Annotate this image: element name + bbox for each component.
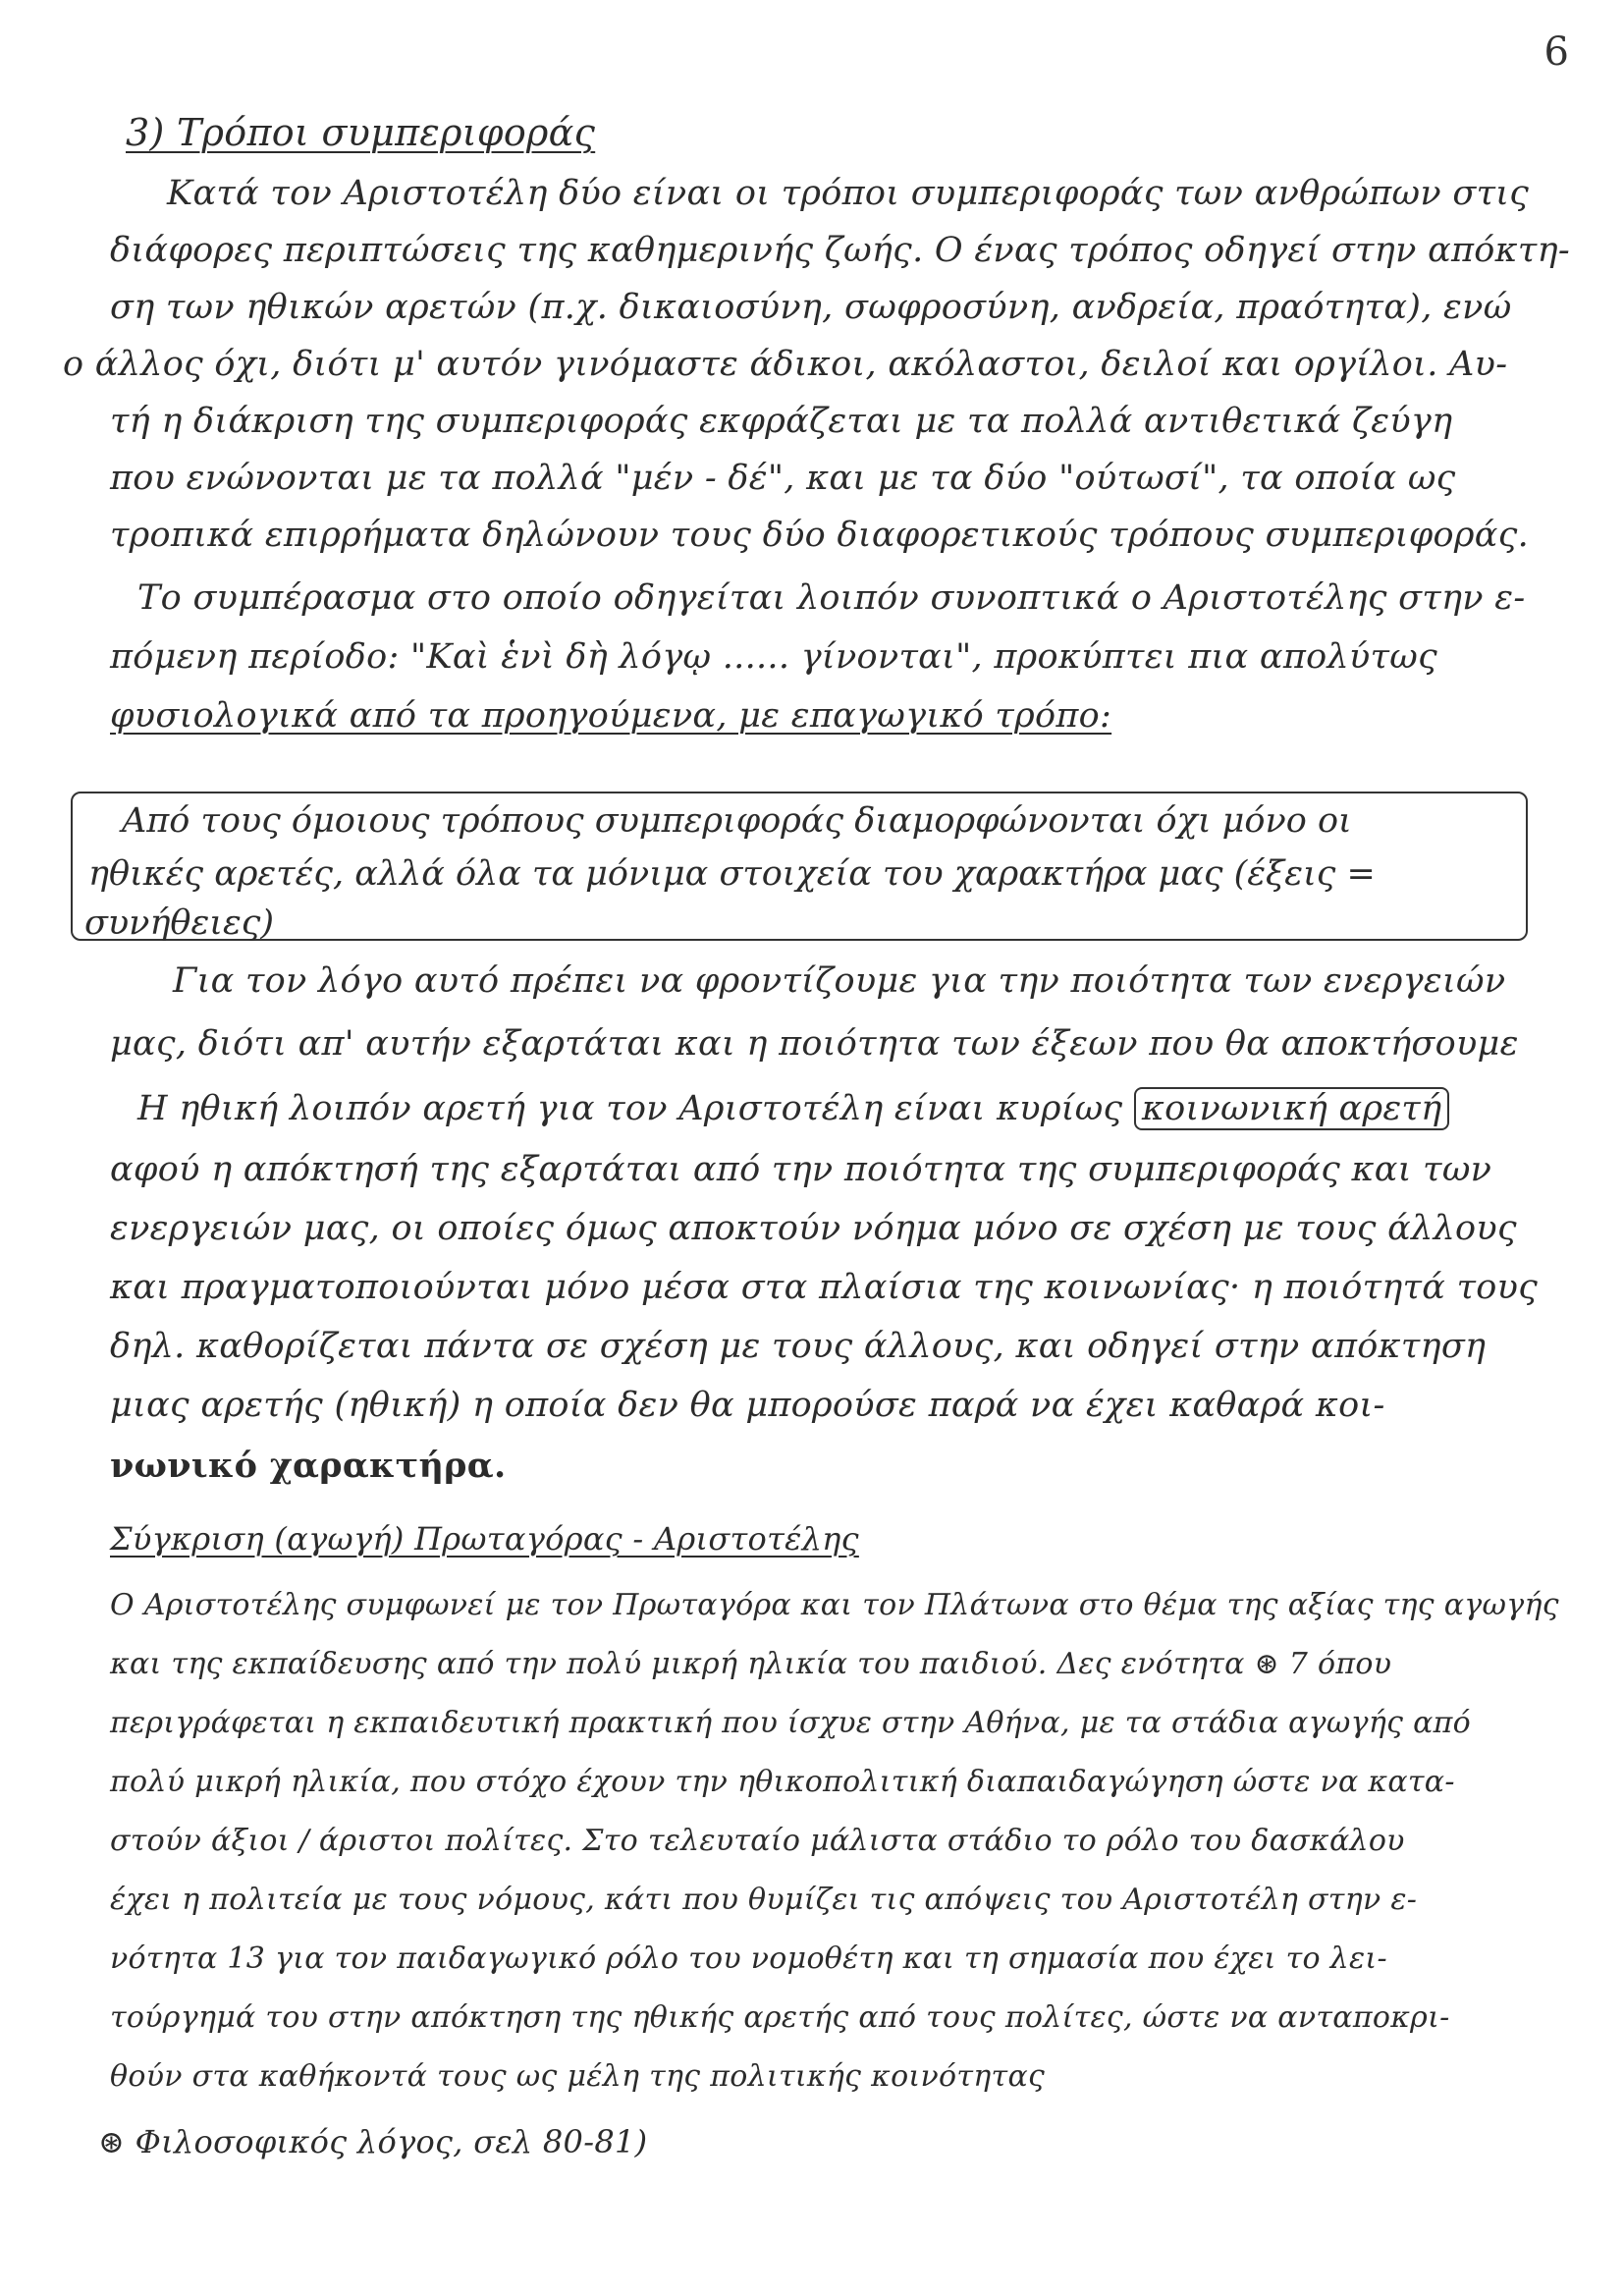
para3-line: Για τον λόγο αυτό πρέπει να φροντίζουμε για την ποιότητα των ενεργειών xyxy=(173,961,1506,1001)
para4-line: ενεργειών μας, οι οποίες όμως αποκτούν νόημα μόνο σε σχέση με τους άλλους xyxy=(110,1209,1517,1248)
para4-line: αφού η απόκτησή της εξαρτάται από την ποιότητα της συμπεριφοράς και των xyxy=(110,1150,1492,1189)
comparison-line: στούν άξιοι / άριστοι πολίτες. Στο τελευταίο μάλιστα στάδιο το ρόλο του δασκάλου xyxy=(110,1824,1405,1858)
para1-line: τροπικά επιρρήματα δηλώνουν τους δύο διαφορετικούς τρόπους συμπεριφοράς. xyxy=(110,516,1530,555)
comparison-line: νότητα 13 για τον παιδαγωγικό ρόλο του νομοθέτη και τη σημασία που έχει το λει- xyxy=(110,1941,1387,1976)
comparison-line: τούργημά του στην απόκτηση της ηθικής αρετής από τους πολίτες, ώστε να ανταποκρι- xyxy=(110,2000,1450,2035)
comparison-line: θούν στα καθήκοντά τους ως μέλη της πολιτικής κοινότητας xyxy=(110,2059,1046,2094)
page-number: 6 xyxy=(1543,29,1569,75)
para4-line: μιας αρετής (ηθική) η οποία δεν θα μπορούσε παρά να έχει καθαρά κοι- xyxy=(110,1386,1385,1425)
comparison-heading: Σύγκριση (αγωγή) Πρωταγόρας - Αριστοτέλης xyxy=(110,1520,859,1558)
quote-line: Από τους όμοιους τρόπους συμπεριφοράς διαμορφώνονται όχι μόνο οι xyxy=(122,801,1352,841)
para1-line: Κατά τον Αριστοτέλη δύο είναι οι τρόποι συμπεριφοράς των ανθρώπων στις xyxy=(167,174,1530,213)
para2-line: φυσιολογικά από τα προηγούμενα, με επαγωγικό τρόπο: xyxy=(110,696,1112,736)
comparison-line: πολύ μικρή ηλικία, που στόχο έχουν την ηθικοπολιτική διαπαιδαγώγηση ώστε να κατα- xyxy=(110,1765,1455,1799)
para1-line: διάφορες περιπτώσεις της καθημερινής ζωής. Ο ένας τρόπος οδηγεί στην απόκτη- xyxy=(110,231,1570,270)
comparison-line: έχει η πολιτεία με τους νόμους, κάτι που θυμίζει τις απόψεις του Αριστοτέλη στην ε- xyxy=(110,1883,1418,1917)
para2-line: πόμενη περίοδο: "Καὶ ἑνὶ δὴ λόγῳ ...... γίνονται", προκύπτει πια απολύτως xyxy=(110,637,1437,677)
footnote: ⊛ Φιλοσοφικός λόγος, σελ 80-81) xyxy=(98,2123,648,2160)
para4-first-line xyxy=(137,1086,1449,1131)
para4-closing: νωνικό χαρακτήρα. xyxy=(110,1446,507,1486)
para1-line: που ενώνονται με τα πολλά "μέν - δέ", και με τα δύο "ούτωσί", τα οποία ως xyxy=(110,459,1456,498)
para2-line: Το συμπέρασμα στο οποίο οδηγείται λοιπόν συνοπτικά ο Αριστοτέλης στην ε- xyxy=(137,578,1526,618)
quote-line: ηθικές αρετές, αλλά όλα τα μόνιμα στοιχεία του χαρακτήρα μας (έξεις = xyxy=(88,854,1376,894)
para3-line: μας, διότι απ' αυτήν εξαρτάται και η ποιότητα των έξεων που θα αποκτήσουμε xyxy=(110,1024,1519,1064)
para1-line: ο άλλος όχι, διότι μ' αυτόν γινόμαστε άδικοι, ακόλαστοι, δειλοί και οργίλοι. Αυ- xyxy=(63,345,1508,384)
para4-text: Η ηθική λοιπόν αρετή για τον Αριστοτέλη είναι κυρίως xyxy=(137,1089,1123,1128)
comparison-line: Ο Αριστοτέλης συμφωνεί με τον Πρωταγόρα και τον Πλάτωνα στο θέμα της αξίας της αγωγής xyxy=(110,1588,1559,1622)
para4-line: και πραγματοποιούνται μόνο μέσα στα πλαίσια της κοινωνίας· η ποιότητά τους xyxy=(110,1268,1539,1307)
key-conclusion-box xyxy=(71,792,1528,941)
para1-line: ση των ηθικών αρετών (π.χ. δικαιοσύνη, σωφροσύνη, ανδρεία, πραότητα), ενώ xyxy=(110,288,1512,327)
section-heading: 3) Τρόποι συμπεριφοράς xyxy=(126,111,596,154)
comparison-line: και της εκπαίδευσης από την πολύ μικρή ηλικία του παιδιού. Δες ενότητα ⊛ 7 όπου xyxy=(110,1647,1392,1681)
quote-line: συνήθειες) xyxy=(84,903,275,943)
para4-line: δηλ. καθορίζεται πάντα σε σχέση με τους άλλους, και οδηγεί στην απόκτηση xyxy=(110,1327,1487,1366)
comparison-line: περιγράφεται η εκπαιδευτική πρακτική που ίσχυε στην Αθήνα, με τα στάδια αγωγής από xyxy=(110,1706,1472,1740)
para1-line: τή η διάκριση της συμπεριφοράς εκφράζεται με τα πολλά αντιθετικά ζεύγη xyxy=(110,402,1453,441)
boxed-term: κοινωνική αρετή xyxy=(1134,1087,1449,1130)
